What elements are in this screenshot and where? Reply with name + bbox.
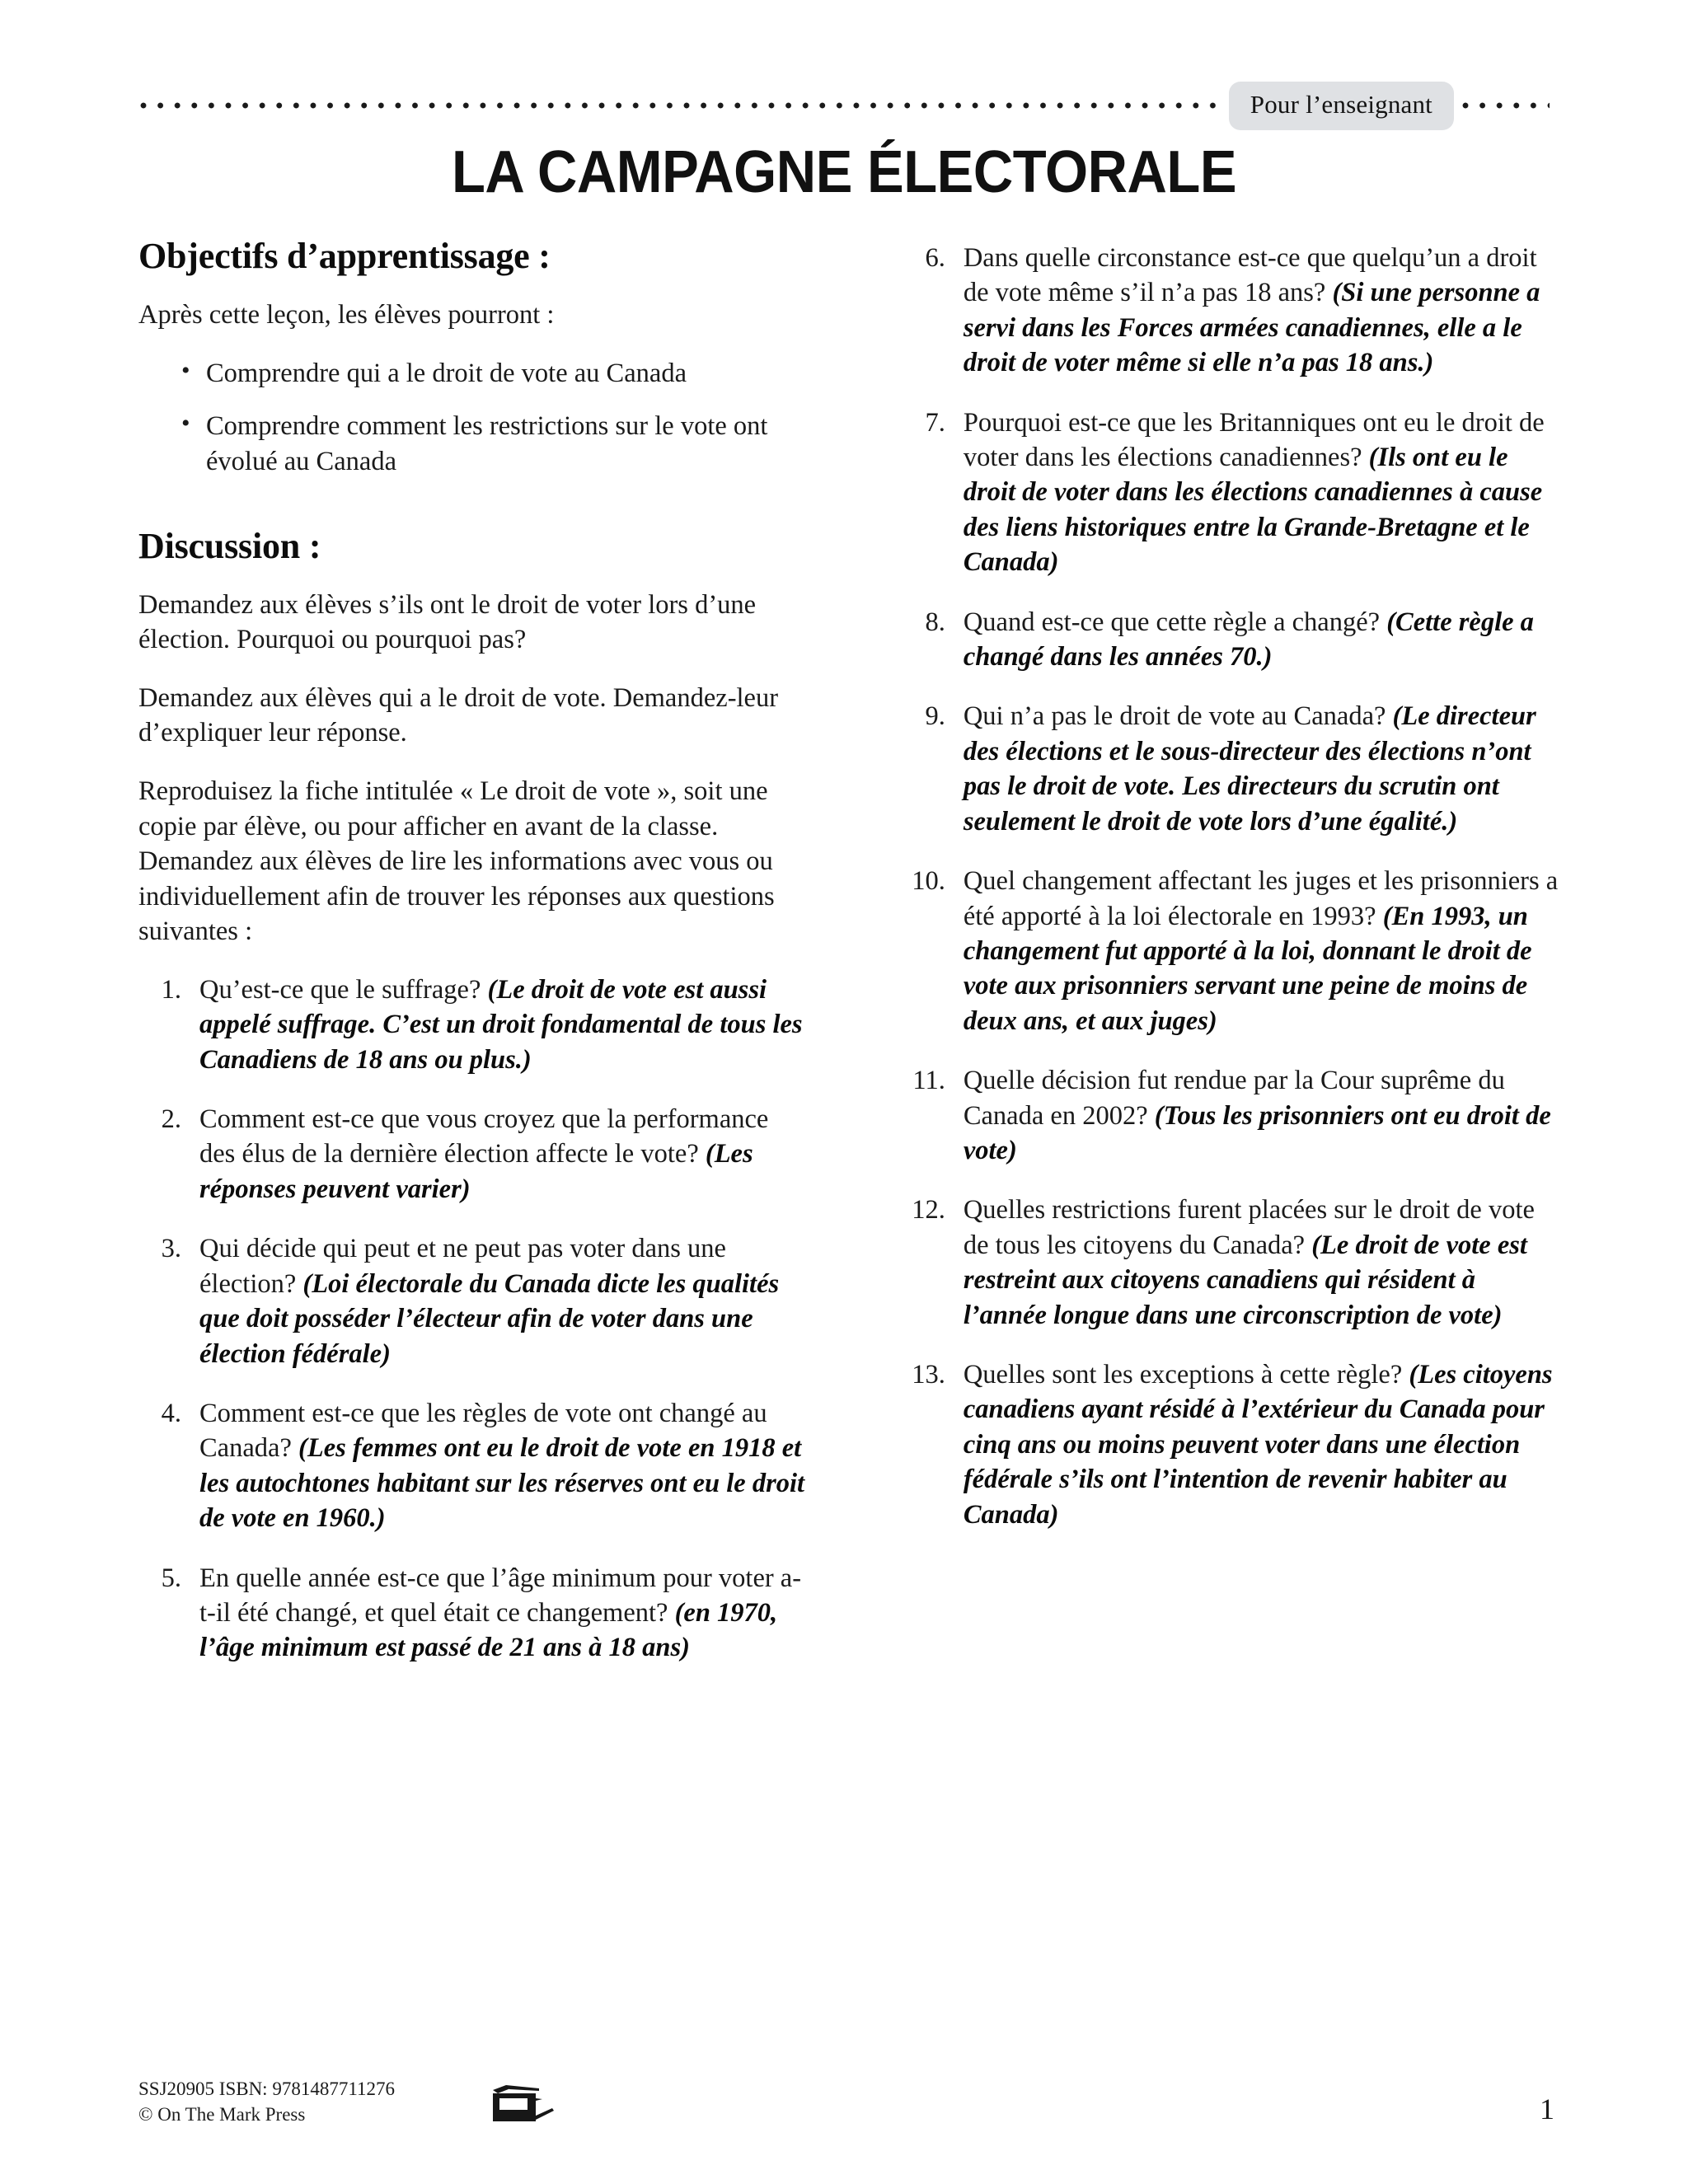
- question-prompt: Quelles restrictions furent placées sur le droit de vote de tous les citoyens du Canada?: [963, 1195, 1535, 1260]
- question-answer: (Loi électorale du Canada dicte les qualités que doit posséder l’électeur afin de voter dans une élection fédérale): [199, 1268, 780, 1369]
- question-text: [199, 972, 809, 1077]
- question-number: 1.: [161, 974, 181, 1005]
- question-list-right: [903, 241, 1564, 1532]
- question-number: 6.: [925, 243, 945, 273]
- question-item: [903, 605, 1564, 675]
- question-number: 2.: [161, 1104, 181, 1135]
- question-answer: (Les citoyens canadiens ayant résidé à l’extérieur du Canada pour cinq ans ou moins peuvent voter dans une élection fédérale s’ils ont l’intention de revenir habiter au Canada): [963, 1359, 1553, 1530]
- question-number: 5.: [161, 1563, 181, 1593]
- question-item: [903, 1357, 1564, 1532]
- question-answer: (Ils ont eu le droit de voter dans les élections canadiennes à cause des liens historiques entre la Grande-Bretagne et le Canada): [963, 443, 1543, 578]
- question-text: [964, 1193, 1564, 1333]
- question-text: [199, 1561, 809, 1666]
- question-item: [138, 972, 809, 1077]
- question-number: 11.: [912, 1066, 945, 1096]
- question-text: [964, 405, 1564, 580]
- question-number: 3.: [161, 1234, 181, 1264]
- question-answer: (Le directeur des élections et le sous-directeur des élections n’ont pas le droit de vote. Les directeurs du scrutin ont seulement le droit de vote lors d’une égalité.): [963, 701, 1536, 837]
- question-item: [138, 1396, 809, 1536]
- page-footer: [138, 2042, 1564, 2133]
- question-prompt: Qui n’a pas le droit de vote au Canada?: [963, 701, 1393, 732]
- question-prompt: Dans quelle circonstance est-ce que quelqu’un a droit de vote même s’il n’a pas 18 ans?: [963, 243, 1537, 308]
- question-number: 4.: [161, 1398, 181, 1428]
- question-item: [903, 864, 1564, 1038]
- question-prompt: Quelle décision fut rendue par la Cour suprême du Canada en 2002?: [963, 1066, 1505, 1131]
- question-number: 10.: [912, 866, 945, 897]
- content-columns: [138, 236, 1564, 2011]
- question-number: 8.: [925, 607, 945, 637]
- question-answer: (En 1993, un changement fut apporté à la loi, donnant le droit de vote aux prisonniers servant une peine de moins de deux ans, et aux juges): [963, 901, 1532, 1036]
- discussion-paragraph: Demandez aux élèves qui a le droit de vote. Demandez-leur d’expliquer leur réponse.: [138, 682, 779, 748]
- question-item: [903, 1063, 1564, 1168]
- question-text: [964, 699, 1564, 839]
- objective-item: • Comprendre qui a le droit de vote au Canada: [181, 356, 809, 391]
- question-prompt: Pourquoi est-ce que les Britanniques ont eu le droit de voter dans les élections canadiennes?: [963, 407, 1545, 473]
- question-text: [964, 1357, 1564, 1532]
- question-text: [199, 1231, 809, 1371]
- imprint-block: [138, 2076, 395, 2128]
- question-item: [903, 1193, 1564, 1333]
- dotted-rule-left: [138, 101, 1224, 110]
- left-column: [138, 236, 828, 1690]
- photocopier-icon: [488, 2077, 567, 2128]
- question-number: 9.: [925, 701, 945, 732]
- question-answer: (Cette règle a changé dans les années 70.): [963, 607, 1534, 673]
- page-title: LA CAMPAGNE ÉLECTORALE: [451, 139, 1237, 205]
- question-prompt: Comment est-ce que vous croyez que la performance des élus de la dernière élection affecte le vote?: [199, 1104, 769, 1169]
- discussion-paragraph: Reproduisez la fiche intitulée « Le droit de vote », soit une copie par élève, ou pour afficher en avant de la classe. Demandez aux élèves de lire les informations avec vous ou individuellement afin de trouver les réponses aux questions suivantes :: [138, 776, 775, 947]
- question-answer: (Tous les prisonniers ont eu droit de vote): [963, 1100, 1551, 1165]
- question-answer: (Les femmes ont eu le droit de vote en 1918 et les autochtones habitant sur les réserves ont eu le droit de vote en 1960.): [199, 1433, 805, 1534]
- question-prompt: Qu’est-ce que le suffrage?: [199, 974, 488, 1005]
- question-text: [964, 605, 1564, 675]
- objectives-intro: Après cette leçon, les élèves pourront :: [138, 300, 555, 330]
- question-prompt: Quelles sont les exceptions à cette règle?: [963, 1359, 1409, 1390]
- question-text: [199, 1102, 809, 1207]
- objectives-heading: Objectifs d’apprentissage :: [138, 236, 551, 276]
- question-item: [903, 405, 1564, 580]
- discussion-heading: Discussion :: [138, 525, 321, 566]
- question-text: [964, 241, 1564, 381]
- objectives-list: [138, 356, 809, 480]
- question-item: [138, 1102, 809, 1207]
- question-text: [964, 1063, 1564, 1168]
- question-text: [199, 1396, 809, 1536]
- question-item: [138, 1231, 809, 1371]
- question-prompt: Quand est-ce que cette règle a changé?: [963, 607, 1387, 637]
- dotted-rule-right: [1461, 101, 1550, 110]
- question-item: [138, 1561, 809, 1666]
- question-item: [903, 699, 1564, 839]
- question-answer: (Si une personne a servi dans les Forces armées canadiennes, elle a le droit de voter même si elle n’a pas 18 ans.): [963, 278, 1540, 378]
- question-answer: (en 1970, l’âge minimum est passé de 21 ans à 18 ans): [199, 1597, 778, 1663]
- objective-item: • Comprendre comment les restrictions sur le vote ont évolué au Canada: [181, 409, 809, 479]
- question-item: [903, 241, 1564, 381]
- product-code-line: SSJ20905 ISBN: 9781487711276: [138, 2078, 395, 2099]
- question-prompt: En quelle année est-ce que l’âge minimum pour voter a-t-il été changé, et quel était ce changement?: [199, 1563, 802, 1628]
- question-number: 12.: [912, 1195, 945, 1226]
- question-prompt: Quel changement affectant les juges et les prisonniers a été apporté à la loi électorale en 1993?: [963, 866, 1559, 931]
- question-text: [964, 864, 1564, 1038]
- question-prompt: Comment est-ce que les règles de vote ont changé au Canada?: [199, 1398, 767, 1464]
- discussion-paragraph: Demandez aux élèves s’ils ont le droit de voter lors d’une élection. Pourquoi ou pourquoi pas?: [138, 589, 757, 655]
- page-number: 1: [1540, 2093, 1554, 2125]
- right-column: [874, 236, 1564, 1557]
- page-header: [138, 79, 1550, 132]
- teacher-badge: Pour l’enseignant: [1229, 82, 1454, 130]
- question-number: 13.: [912, 1359, 945, 1390]
- question-prompt: Qui décide qui peut et ne peut pas voter dans une élection?: [199, 1234, 726, 1299]
- question-answer: (Le droit de vote est aussi appelé suffrage. C’est un droit fondamental de tous les Canadiens de 18 ans ou plus.): [199, 974, 803, 1075]
- question-answer: (Le droit de vote est restreint aux citoyens canadiens qui résident à l’année longue dans une circonscription de vote): [963, 1230, 1527, 1330]
- question-list-left: [138, 972, 809, 1666]
- question-answer: (Les réponses peuvent varier): [199, 1139, 753, 1204]
- copyright-line: © On The Mark Press: [138, 2104, 306, 2125]
- question-number: 7.: [925, 407, 945, 438]
